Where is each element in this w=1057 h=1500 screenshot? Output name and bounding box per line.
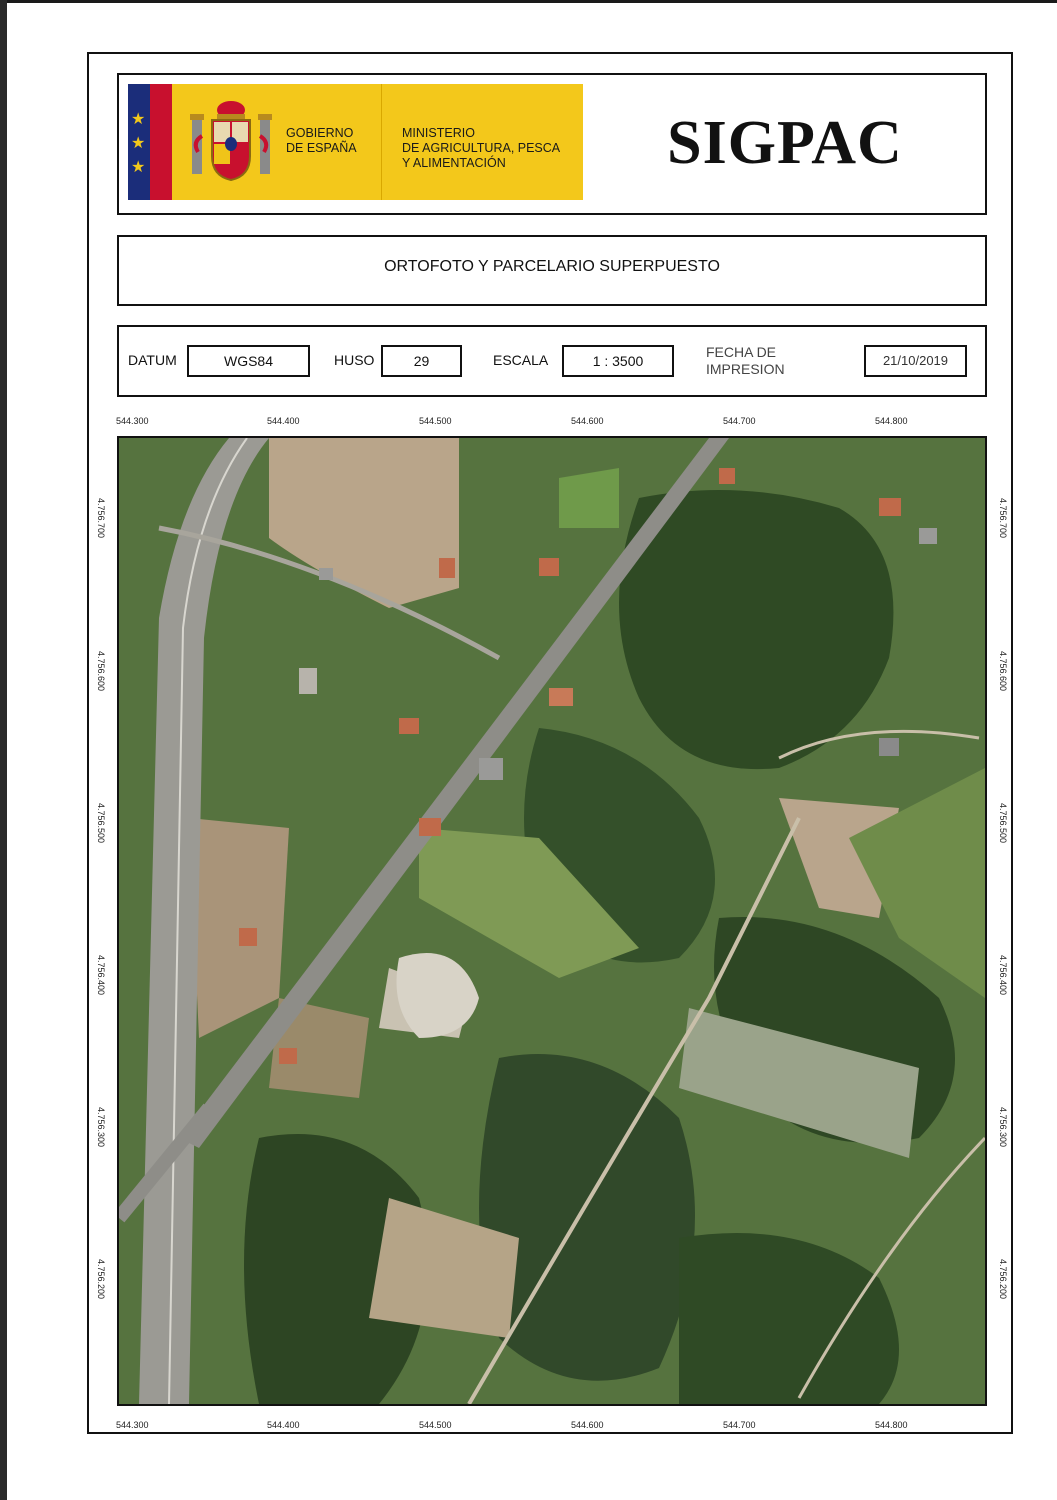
star-icon: ★ <box>131 159 146 176</box>
flag-red-band <box>150 84 172 200</box>
huso-field: 29 <box>381 345 462 377</box>
x-tick-top: 544.800 <box>875 416 908 426</box>
y-tick-left: 4.756.400 <box>96 955 106 996</box>
x-tick-top: 544.400 <box>267 416 300 426</box>
y-tick-left: 4.756.300 <box>96 1107 106 1148</box>
escala-field: 1 : 3500 <box>562 345 674 377</box>
x-tick-top: 544.300 <box>116 416 149 426</box>
ministerio-text: MINISTERIO DE AGRICULTURA, PESCA Y ALIMENTACIÓN <box>402 126 561 170</box>
government-logo <box>128 84 583 200</box>
window-top-border <box>0 0 1057 3</box>
orthophoto-map[interactable] <box>117 436 987 1406</box>
x-tick-bottom: 544.500 <box>419 1420 452 1430</box>
logo-divider <box>381 84 382 200</box>
y-tick-right: 4.756.600 <box>998 651 1008 692</box>
window-left-border <box>0 0 7 1500</box>
x-tick-top: 544.700 <box>723 416 756 426</box>
datum-field: WGS84 <box>187 345 310 377</box>
datum-label: DATUM <box>128 352 177 368</box>
fecha-field: 21/10/2019 <box>864 345 967 377</box>
x-tick-bottom: 544.600 <box>571 1420 604 1430</box>
flag-blue-band <box>128 84 150 200</box>
x-tick-bottom: 544.700 <box>723 1420 756 1430</box>
x-tick-bottom: 544.400 <box>267 1420 300 1430</box>
y-tick-right: 4.756.200 <box>998 1259 1008 1300</box>
y-tick-left: 4.756.600 <box>96 651 106 692</box>
x-tick-top: 544.600 <box>571 416 604 426</box>
x-tick-bottom: 544.300 <box>116 1420 149 1430</box>
star-icon: ★ <box>131 111 146 128</box>
y-tick-right: 4.756.400 <box>998 955 1008 996</box>
orthophoto-image <box>119 438 985 1404</box>
x-tick-top: 544.500 <box>419 416 452 426</box>
y-tick-right: 4.756.500 <box>998 803 1008 844</box>
subtitle: ORTOFOTO Y PARCELARIO SUPERPUESTO <box>384 258 720 275</box>
fecha-label: FECHA DE IMPRESION <box>706 344 785 377</box>
y-tick-left: 4.756.500 <box>96 803 106 844</box>
app-title: SIGPAC <box>667 109 903 177</box>
escala-label: ESCALA <box>493 352 549 368</box>
star-icon: ★ <box>131 135 146 152</box>
gobierno-text: GOBIERNO DE ESPAÑA <box>286 126 357 155</box>
y-tick-left: 4.756.700 <box>96 498 106 539</box>
coat-of-arms-icon <box>188 96 274 186</box>
x-tick-bottom: 544.800 <box>875 1420 908 1430</box>
huso-label: HUSO <box>334 352 375 368</box>
y-tick-left: 4.756.200 <box>96 1259 106 1300</box>
y-tick-right: 4.756.700 <box>998 498 1008 539</box>
y-tick-right: 4.756.300 <box>998 1107 1008 1148</box>
